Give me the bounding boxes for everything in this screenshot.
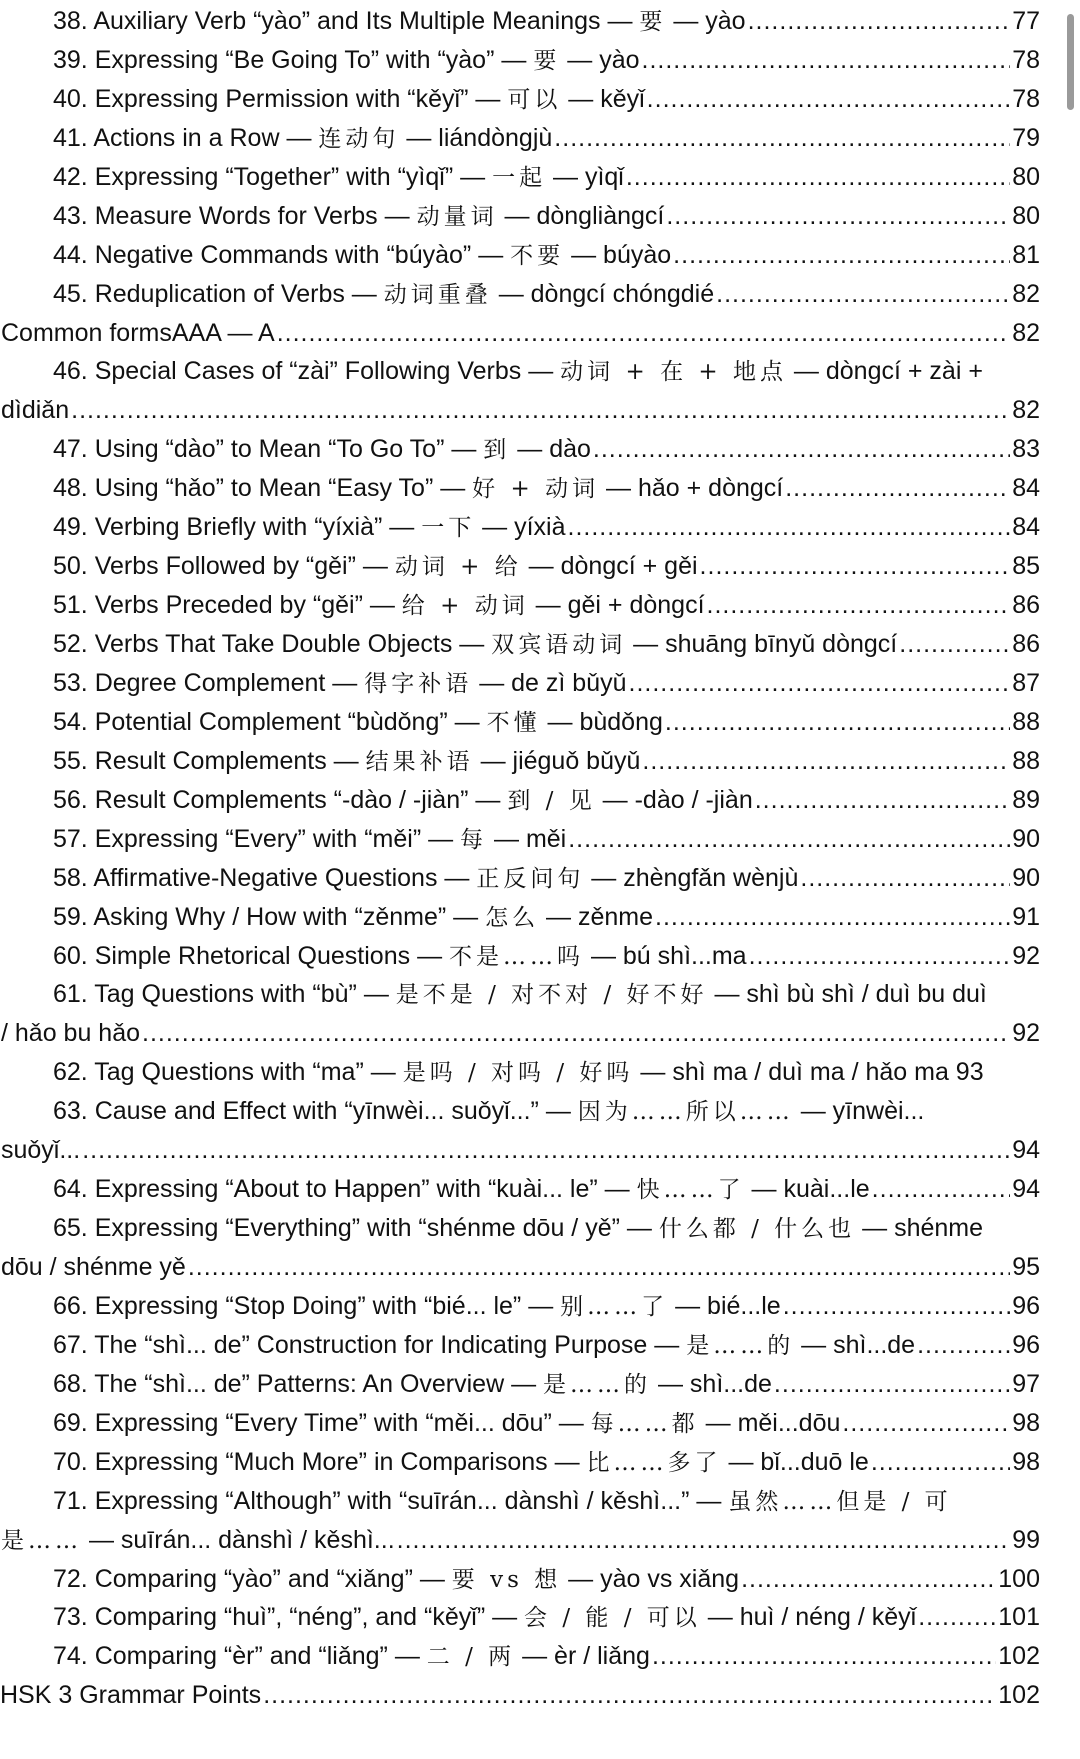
toc-entry-title bbox=[53, 80, 645, 120]
dot-leader bbox=[748, 2, 1011, 41]
toc-entry-title bbox=[53, 1209, 983, 1249]
toc-entry-title bbox=[53, 1053, 984, 1093]
toc-chinese-text: 比……多了 bbox=[586, 1449, 722, 1476]
toc-title-text: 63. Cause and Effect with “yīnwèi... suǒyǐ...” — bbox=[53, 1097, 578, 1126]
toc-pinyin-text: — kuài...le bbox=[744, 1175, 870, 1204]
toc-title-text: 57. Expressing “Every” with “měi” — bbox=[53, 824, 461, 853]
toc-pinyin-text: — gěi + dòngcí bbox=[528, 591, 705, 620]
toc-entry-title bbox=[53, 742, 640, 782]
toc-title-text: 45. Reduplication of Verbs — bbox=[53, 279, 384, 308]
toc-entry-title bbox=[1, 1131, 80, 1171]
toc-title-text: 59. Asking Why / How with “zěnme” — bbox=[53, 902, 486, 931]
toc-title-text: 61. Tag Questions with “bù” — bbox=[53, 980, 396, 1009]
dot-leader bbox=[568, 508, 1011, 547]
toc-pinyin-text: — měi bbox=[487, 824, 567, 853]
toc-title-text: HSK 3 Grammar Points bbox=[0, 1681, 262, 1710]
dot-leader bbox=[82, 1131, 1010, 1170]
toc-page-number: 88 bbox=[1012, 707, 1040, 736]
toc-entry-title bbox=[53, 1560, 739, 1600]
toc-entry[interactable] bbox=[0, 1676, 1040, 1715]
toc-entry[interactable] bbox=[0, 1326, 1040, 1365]
toc-page-number: 102 bbox=[998, 1642, 1040, 1671]
table-of-contents bbox=[0, 2, 1040, 1715]
toc-pinyin-text: — èr / liǎng bbox=[515, 1642, 650, 1671]
toc-entry-title bbox=[53, 352, 983, 392]
toc-entry-title bbox=[53, 469, 783, 509]
toc-entry[interactable] bbox=[0, 314, 1040, 353]
toc-entry[interactable] bbox=[0, 80, 1040, 119]
toc-title-text: Common formsAAA — A bbox=[1, 318, 275, 347]
toc-entry-title bbox=[1, 314, 275, 354]
toc-entry[interactable] bbox=[0, 352, 1040, 391]
toc-pinyin-text: — yào bbox=[666, 7, 746, 35]
dot-leader bbox=[707, 586, 1011, 625]
toc-title-text: 53. Degree Complement — bbox=[53, 668, 365, 697]
toc-pinyin-text: — shuāng bīnyǔ dòngcí bbox=[626, 630, 898, 658]
toc-chinese-text: 怎么 bbox=[485, 904, 540, 931]
toc-entry[interactable] bbox=[0, 119, 1040, 158]
toc-page-number: 96 bbox=[1012, 1330, 1040, 1359]
toc-chinese-text: 到 bbox=[483, 437, 511, 464]
toc-entry[interactable] bbox=[0, 1404, 1040, 1443]
toc-entry[interactable] bbox=[0, 820, 1040, 859]
toc-chinese-text: 是……的 bbox=[686, 1332, 795, 1359]
toc-page-number: 84 bbox=[1012, 513, 1040, 542]
toc-entry[interactable] bbox=[0, 1170, 1040, 1209]
toc-page-number: 85 bbox=[1012, 552, 1040, 581]
toc-page-number: 90 bbox=[1012, 824, 1040, 853]
toc-title-text: 38. Auxiliary Verb “yào” and Its Multiple Meanings — bbox=[53, 7, 640, 35]
dot-leader bbox=[263, 1676, 996, 1715]
dot-leader bbox=[397, 1521, 1011, 1560]
toc-title-text: 66. Expressing “Stop Doing” with “bié... le” — bbox=[53, 1291, 561, 1320]
toc-entry-title bbox=[53, 158, 624, 198]
toc-entry-title bbox=[53, 1365, 772, 1405]
toc-entry-title bbox=[53, 119, 552, 159]
toc-entry-title bbox=[53, 1404, 840, 1444]
toc-chinese-text: 别……了 bbox=[560, 1293, 669, 1320]
toc-title-text: 52. Verbs That Take Double Objects — bbox=[53, 630, 492, 658]
toc-page-number: 78 bbox=[1012, 45, 1040, 74]
toc-title-text: 60. Simple Rhetorical Questions — bbox=[53, 941, 450, 970]
toc-pinyin-text: — dào bbox=[510, 435, 591, 464]
dot-leader bbox=[673, 236, 1010, 275]
toc-pinyin-text: — shì ma / duì ma / hǎo ma 93 bbox=[633, 1058, 984, 1087]
toc-chinese-text: 快……了 bbox=[636, 1177, 745, 1204]
toc-title-text: 73. Comparing “huì”, “néng”, and “kěyǐ” — bbox=[53, 1603, 525, 1632]
toc-chinese-text: 得字补语 bbox=[364, 670, 473, 697]
toc-entry-title bbox=[53, 1287, 781, 1327]
toc-entry-title bbox=[53, 781, 753, 821]
toc-pinyin-text: — shénme bbox=[855, 1214, 984, 1243]
toc-page-number: 101 bbox=[998, 1603, 1040, 1632]
toc-title-text: 70. Expressing “Much More” in Comparisons — bbox=[53, 1447, 587, 1476]
toc-pinyin-text: — shì...de bbox=[794, 1330, 916, 1359]
toc-chinese-text: 动词 + 在 + 地点 bbox=[560, 359, 787, 386]
toc-chinese-text: 可以 bbox=[507, 86, 562, 113]
toc-entry[interactable] bbox=[0, 742, 1040, 781]
toc-entry-title bbox=[53, 275, 714, 315]
dot-leader bbox=[800, 859, 1010, 898]
dot-leader bbox=[647, 80, 1011, 119]
dot-leader bbox=[700, 547, 1011, 586]
dot-leader bbox=[142, 1014, 1010, 1053]
toc-entry[interactable] bbox=[0, 1598, 1040, 1637]
toc-entry-title bbox=[53, 1326, 915, 1366]
dot-leader bbox=[755, 781, 1010, 820]
dot-leader bbox=[917, 1326, 1010, 1365]
toc-title-text: 40. Expressing Permission with “kěyǐ” — bbox=[53, 84, 508, 113]
dot-leader bbox=[783, 1287, 1010, 1326]
toc-entry-title bbox=[1, 391, 69, 431]
toc-entry[interactable] bbox=[0, 1092, 1040, 1131]
toc-title-text: 51. Verbs Preceded by “gěi” — bbox=[53, 591, 402, 620]
dot-leader bbox=[665, 703, 1010, 742]
toc-title-text: 46. Special Cases of “zài” Following Verbs — bbox=[53, 357, 561, 386]
toc-page-number: 98 bbox=[1012, 1447, 1040, 1476]
toc-entry[interactable] bbox=[0, 41, 1040, 80]
toc-entry[interactable] bbox=[0, 1248, 1040, 1287]
toc-entry-title bbox=[53, 197, 664, 237]
toc-pinyin-text: — hǎo + dòngcí bbox=[599, 474, 784, 503]
toc-chinese-text: 到 / 见 bbox=[507, 787, 596, 814]
scrollbar[interactable] bbox=[1066, 0, 1080, 1759]
toc-entry[interactable] bbox=[0, 898, 1040, 937]
toc-title-text: 55. Result Complements — bbox=[53, 746, 366, 775]
toc-page-number: 102 bbox=[998, 1681, 1040, 1710]
toc-entry[interactable] bbox=[0, 1482, 1040, 1521]
toc-entry[interactable] bbox=[0, 1637, 1040, 1676]
dot-leader bbox=[871, 1443, 1010, 1482]
toc-chinese-text: 因为……所以…… bbox=[577, 1099, 794, 1126]
toc-title-text: 50. Verbs Followed by “gěi” — bbox=[53, 552, 395, 581]
toc-page-number: 86 bbox=[1012, 630, 1040, 658]
toc-page-number: 82 bbox=[1012, 396, 1040, 425]
toc-chinese-text: 正反问句 bbox=[476, 865, 585, 892]
toc-page-number: 90 bbox=[1012, 863, 1040, 892]
toc-entry[interactable] bbox=[0, 586, 1040, 625]
dot-leader bbox=[593, 430, 1010, 469]
toc-title-text: 65. Expressing “Everything” with “shénme dōu / yě” — bbox=[53, 1214, 659, 1243]
dot-leader bbox=[642, 742, 1010, 781]
toc-chinese-text: 动词 + 给 bbox=[394, 554, 522, 581]
toc-page-number: 91 bbox=[1012, 902, 1040, 931]
toc-entry[interactable] bbox=[0, 197, 1040, 236]
toc-title-text: suǒyǐ... bbox=[1, 1136, 81, 1165]
toc-entry-title bbox=[53, 547, 698, 587]
toc-page-number: 78 bbox=[1012, 84, 1040, 113]
toc-entry-title bbox=[1, 1248, 186, 1288]
toc-title-text: 41. Actions in a Row — bbox=[53, 123, 319, 152]
toc-page-number: 95 bbox=[1012, 1253, 1040, 1281]
toc-entry[interactable] bbox=[0, 391, 1040, 430]
scrollbar-thumb[interactable] bbox=[1067, 14, 1074, 110]
toc-chinese-text: 什么都 / 什么也 bbox=[658, 1216, 856, 1243]
toc-page-number: 77 bbox=[1012, 7, 1040, 35]
toc-pinyin-text: — bùdǒng bbox=[540, 707, 663, 736]
toc-pinyin-text: — yào vs xiǎng bbox=[561, 1564, 740, 1593]
toc-page-number: 99 bbox=[1012, 1525, 1040, 1554]
toc-page-number: 80 bbox=[1012, 162, 1040, 191]
toc-entry[interactable] bbox=[0, 859, 1040, 898]
toc-title-text: 69. Expressing “Every Time” with “měi... dōu” — bbox=[53, 1408, 591, 1437]
toc-pinyin-text: — yào bbox=[560, 45, 640, 74]
dot-leader bbox=[842, 1404, 1010, 1443]
toc-pinyin-text: — bié...le bbox=[668, 1291, 781, 1320]
toc-chinese-text: 会 / 能 / 可以 bbox=[524, 1605, 701, 1632]
toc-chinese-text: 一下 bbox=[421, 515, 476, 542]
toc-entry[interactable] bbox=[0, 158, 1040, 197]
toc-page-number: 81 bbox=[1012, 240, 1040, 269]
toc-chinese-text: 是吗 / 对吗 / 好吗 bbox=[402, 1060, 634, 1087]
dot-leader bbox=[629, 664, 1011, 703]
toc-page-number: 94 bbox=[1012, 1136, 1040, 1165]
toc-pinyin-text: — yìqǐ bbox=[546, 162, 624, 191]
toc-entry-title bbox=[53, 820, 566, 860]
toc-entry-title bbox=[53, 1092, 924, 1132]
toc-entry[interactable] bbox=[0, 469, 1040, 508]
toc-chinese-text: 给 + 动词 bbox=[401, 593, 529, 620]
toc-entry-title bbox=[1, 1014, 140, 1054]
toc-entry-title bbox=[53, 41, 640, 81]
toc-entry[interactable] bbox=[0, 975, 1040, 1014]
toc-chinese-text: 每……都 bbox=[590, 1410, 699, 1437]
toc-chinese-text: 不要 bbox=[510, 242, 565, 269]
toc-page-number: 94 bbox=[1012, 1175, 1040, 1204]
toc-pinyin-text: — měi...dōu bbox=[698, 1408, 841, 1437]
toc-chinese-text: 连动句 bbox=[318, 125, 400, 152]
toc-entry-title bbox=[53, 859, 798, 899]
toc-chinese-text: 是不是 / 对不对 / 好不好 bbox=[395, 982, 708, 1009]
toc-entry[interactable] bbox=[0, 1443, 1040, 1482]
toc-entry-title bbox=[53, 937, 747, 977]
toc-entry-title bbox=[53, 898, 653, 938]
toc-pinyin-text: — bǐ...duō le bbox=[721, 1447, 869, 1476]
toc-chinese-text: 双宾语动词 bbox=[491, 632, 627, 658]
toc-pinyin-text: — dòngcí + gěi bbox=[521, 552, 698, 581]
toc-page-number: 89 bbox=[1012, 785, 1040, 814]
toc-entry[interactable] bbox=[0, 1365, 1040, 1404]
toc-pinyin-text: — dòngcí + zài + bbox=[786, 357, 983, 386]
dot-leader bbox=[71, 391, 1010, 430]
toc-pinyin-text: — zěnme bbox=[539, 902, 654, 931]
dot-leader bbox=[741, 1560, 996, 1599]
dot-leader bbox=[749, 937, 1011, 976]
toc-entry-title bbox=[53, 1637, 650, 1677]
toc-page-number: 92 bbox=[1012, 941, 1040, 970]
dot-leader bbox=[626, 158, 1010, 197]
toc-title-text: 58. Affirmative-Negative Questions — bbox=[53, 863, 477, 892]
toc-entry[interactable] bbox=[0, 430, 1040, 469]
toc-page-number: 86 bbox=[1012, 591, 1040, 620]
toc-pinyin-text: — de zì bǔyǔ bbox=[472, 668, 627, 697]
toc-entry-title bbox=[53, 664, 627, 704]
dot-leader bbox=[774, 1365, 1010, 1404]
toc-entry[interactable] bbox=[0, 625, 1040, 664]
toc-pinyin-text: — dòngcí chóngdié bbox=[491, 279, 715, 308]
toc-pinyin-text: — liándòngjù bbox=[399, 123, 553, 152]
toc-title-text: 67. The “shì... de” Construction for Indicating Purpose — bbox=[53, 1330, 687, 1359]
toc-title-text: 74. Comparing “èr” and “liǎng” — bbox=[53, 1642, 427, 1671]
toc-title-text: 54. Potential Complement “bùdǒng” — bbox=[53, 707, 487, 736]
toc-title-text: 39. Expressing “Be Going To” with “yào” — bbox=[53, 45, 534, 74]
toc-entry[interactable] bbox=[0, 275, 1040, 314]
dot-leader bbox=[568, 820, 1010, 859]
toc-title-text: 64. Expressing “About to Happen” with “kuài... le” — bbox=[53, 1175, 637, 1204]
toc-entry-title bbox=[53, 625, 897, 665]
toc-entry[interactable] bbox=[0, 547, 1040, 586]
toc-pinyin-text: — zhèngfǎn wènjù bbox=[584, 863, 799, 892]
toc-title-text: 71. Expressing “Although” with “suīrán... dànshì / kěshì...” — bbox=[53, 1486, 729, 1515]
toc-entry[interactable] bbox=[0, 236, 1040, 275]
toc-entry[interactable] bbox=[0, 1287, 1040, 1326]
toc-chinese-text: 一起 bbox=[492, 164, 547, 191]
toc-title-text: 56. Result Complements “-dào / -jiàn” — bbox=[53, 785, 508, 814]
dot-leader bbox=[554, 119, 1010, 158]
toc-page-number: 80 bbox=[1012, 201, 1040, 230]
toc-page-number: 82 bbox=[1012, 279, 1040, 308]
dot-leader bbox=[666, 197, 1010, 236]
toc-pinyin-text: — dòngliàngcí bbox=[497, 201, 665, 230]
toc-page-number: 84 bbox=[1012, 474, 1040, 503]
toc-title-text: 47. Using “dào” to Mean “To Go To” — bbox=[53, 435, 484, 464]
toc-entry[interactable] bbox=[0, 1053, 1040, 1092]
dot-leader bbox=[918, 1598, 996, 1637]
dot-leader bbox=[642, 41, 1011, 80]
toc-page-number: 100 bbox=[998, 1564, 1040, 1593]
toc-title-text: 72. Comparing “yào” and “xiǎng” — bbox=[53, 1564, 452, 1593]
toc-entry-title bbox=[53, 508, 566, 548]
toc-title-text: dìdiǎn bbox=[1, 396, 70, 425]
toc-entry-title bbox=[53, 2, 746, 42]
dot-leader bbox=[652, 1637, 996, 1676]
toc-page-number: 79 bbox=[1012, 123, 1040, 152]
toc-chinese-text: 每 bbox=[460, 826, 488, 853]
toc-entry[interactable] bbox=[0, 1560, 1040, 1599]
toc-entry-title bbox=[53, 1170, 870, 1210]
toc-title-text: 48. Using “hǎo” to Mean “Easy To” — bbox=[53, 474, 473, 503]
toc-page-number: 98 bbox=[1012, 1408, 1040, 1437]
toc-pinyin-text: — búyào bbox=[564, 240, 672, 269]
toc-entry-title bbox=[53, 1443, 869, 1483]
toc-pinyin-text: — shì bù shì / duì bu duì bbox=[707, 980, 987, 1009]
toc-chinese-text: 结果补语 bbox=[365, 748, 474, 775]
toc-page-number: 96 bbox=[1012, 1291, 1040, 1320]
toc-entry[interactable] bbox=[0, 508, 1040, 547]
toc-entry[interactable] bbox=[0, 1209, 1040, 1248]
toc-pinyin-text: — jiéguǒ bǔyǔ bbox=[473, 746, 641, 775]
dot-leader bbox=[785, 469, 1010, 508]
toc-entry[interactable] bbox=[0, 781, 1040, 820]
dot-leader bbox=[188, 1248, 1010, 1287]
toc-chinese-text: 二 / 两 bbox=[426, 1644, 516, 1671]
toc-pinyin-text: — yíxià bbox=[475, 513, 566, 542]
dot-leader bbox=[899, 625, 1010, 664]
toc-chinese-text: 动量词 bbox=[416, 203, 498, 230]
toc-entry[interactable] bbox=[0, 1521, 1040, 1560]
toc-entry-title bbox=[53, 975, 987, 1015]
toc-pinyin-text: — bú shì...ma bbox=[584, 941, 747, 970]
toc-chinese-text: 是…… bbox=[1, 1527, 82, 1554]
toc-entry-title bbox=[53, 1482, 952, 1522]
toc-page-number: 92 bbox=[1012, 1019, 1040, 1048]
toc-title-text: 68. The “shì... de” Patterns: An Overview — bbox=[53, 1369, 544, 1398]
toc-page-number: 82 bbox=[1012, 318, 1040, 347]
toc-page-number: 83 bbox=[1012, 435, 1040, 464]
toc-title-text: 49. Verbing Briefly with “yíxià” — bbox=[53, 513, 422, 542]
toc-entry[interactable] bbox=[0, 1014, 1040, 1053]
toc-chinese-text: 好 + 动词 bbox=[472, 476, 600, 503]
toc-pinyin-text: — yīnwèi... bbox=[793, 1097, 925, 1126]
toc-pinyin-text: — shì...de bbox=[651, 1369, 772, 1398]
toc-entry[interactable] bbox=[0, 937, 1040, 976]
toc-page-number: 88 bbox=[1012, 746, 1040, 775]
toc-chinese-text: 虽然……但是 / 可 bbox=[728, 1488, 952, 1515]
toc-title-text: 43. Measure Words for Verbs — bbox=[53, 201, 417, 230]
toc-pinyin-text: — kěyǐ bbox=[561, 84, 645, 113]
dot-leader bbox=[716, 275, 1010, 314]
toc-entry[interactable] bbox=[0, 2, 1040, 41]
toc-entry-title bbox=[53, 236, 671, 276]
dot-leader bbox=[655, 898, 1010, 937]
toc-title-text: dōu / shénme yě bbox=[1, 1253, 186, 1281]
toc-title-text: 62. Tag Questions with “ma” — bbox=[53, 1058, 403, 1087]
toc-title-text: 44. Negative Commands with “búyào” — bbox=[53, 240, 511, 269]
toc-entry[interactable] bbox=[0, 703, 1040, 742]
toc-chinese-text: 不是……吗 bbox=[449, 943, 585, 970]
toc-pinyin-text: — suīrán... dànshì / kěshì... bbox=[82, 1525, 395, 1554]
toc-chinese-text: 不懂 bbox=[486, 709, 541, 736]
toc-chinese-text: 要 bbox=[639, 9, 667, 35]
toc-entry-title bbox=[53, 1598, 916, 1638]
toc-entry-title bbox=[0, 1676, 261, 1716]
toc-entry-title bbox=[53, 430, 591, 470]
toc-title-text: 42. Expressing “Together” with “yìqǐ” — bbox=[53, 162, 493, 191]
toc-entry-title bbox=[53, 586, 705, 626]
toc-page-number: 87 bbox=[1012, 668, 1040, 697]
toc-chinese-text: 要 bbox=[533, 47, 561, 74]
toc-pinyin-text: — -dào / -jiàn bbox=[595, 785, 753, 814]
toc-chinese-text: 要 vs 想 bbox=[451, 1566, 562, 1593]
toc-page-number: 97 bbox=[1012, 1369, 1040, 1398]
toc-chinese-text: 动词重叠 bbox=[383, 281, 492, 308]
toc-entry[interactable] bbox=[0, 1131, 1040, 1170]
dot-leader bbox=[872, 1170, 1011, 1209]
toc-chinese-text: 是……的 bbox=[543, 1371, 652, 1398]
toc-entry-title bbox=[53, 703, 663, 743]
toc-title-text: / hǎo bu hǎo bbox=[1, 1019, 141, 1048]
dot-leader bbox=[277, 314, 1010, 353]
toc-entry[interactable] bbox=[0, 664, 1040, 703]
toc-pinyin-text: — huì / néng / kěyǐ bbox=[700, 1603, 917, 1632]
toc-entry-title bbox=[1, 1521, 395, 1561]
